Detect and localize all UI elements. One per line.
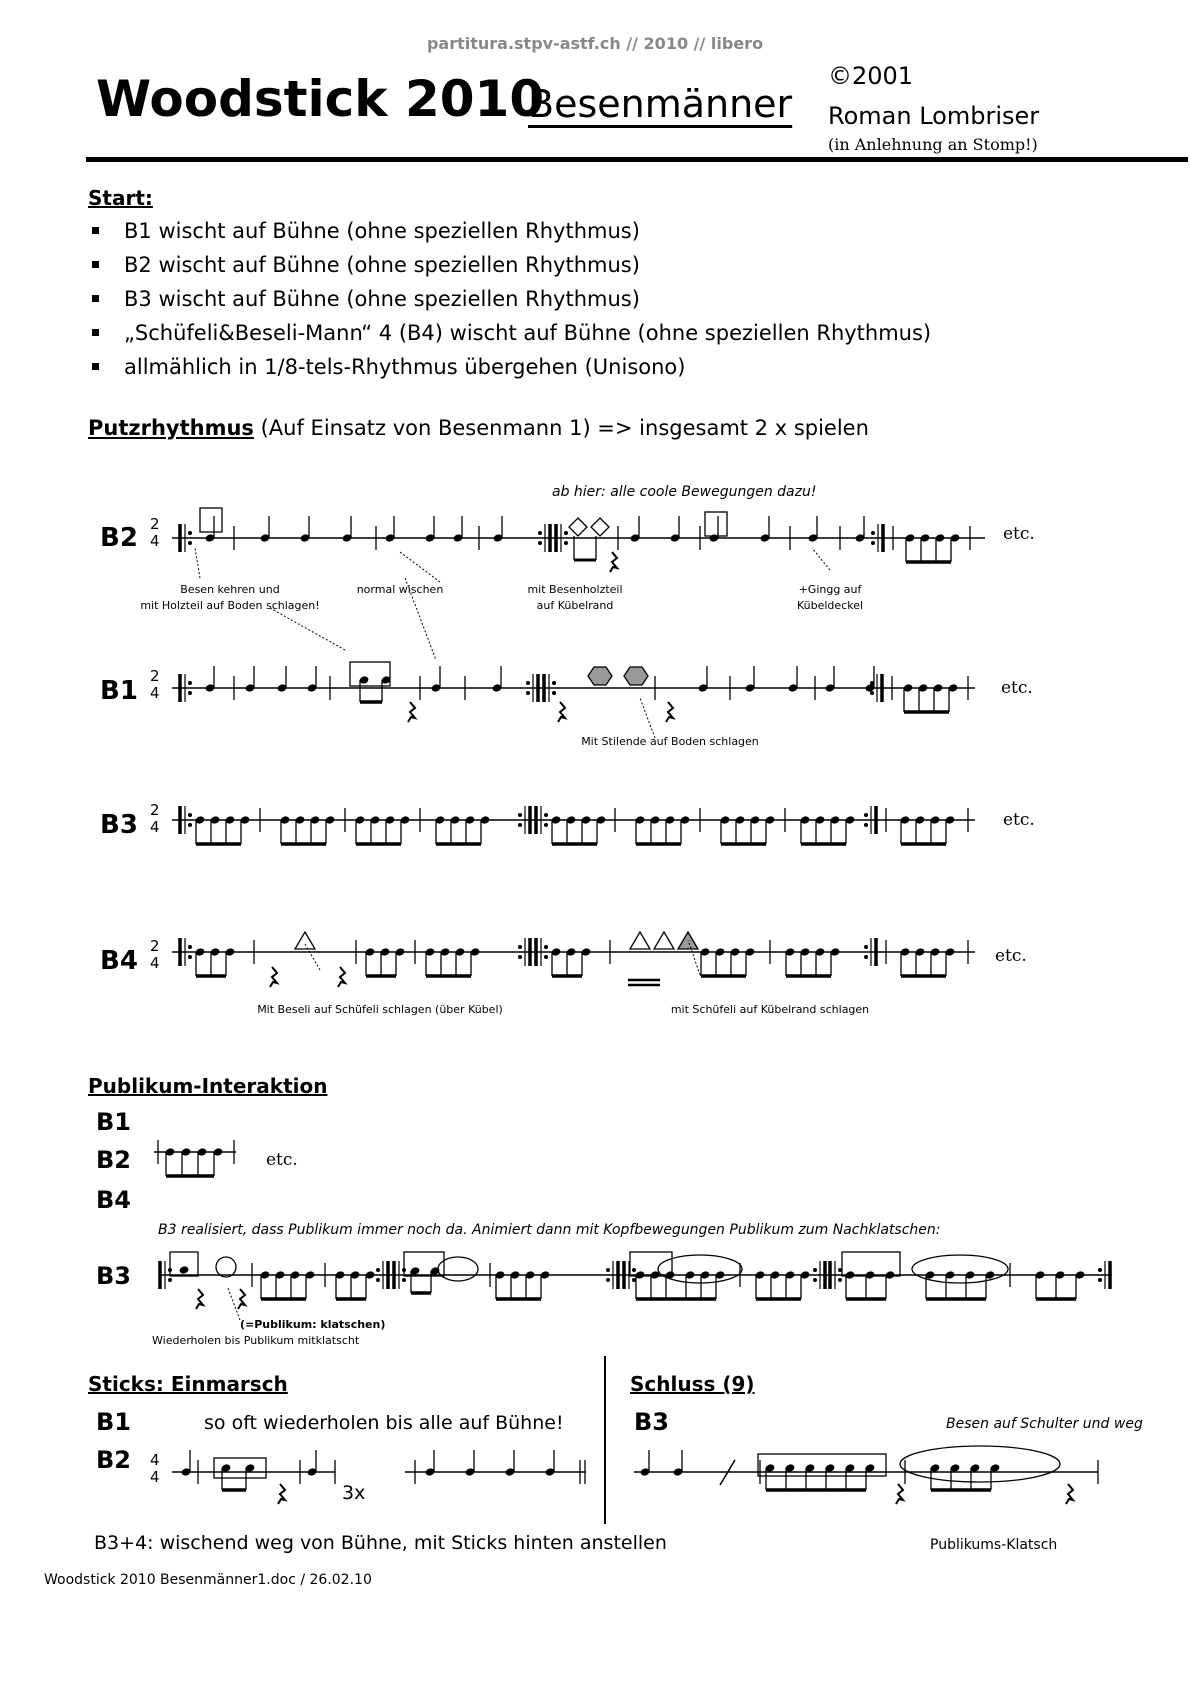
repeat-dot <box>544 955 548 959</box>
repeat-dot <box>632 1268 636 1272</box>
time-sig-b1: 2 4 <box>150 667 160 702</box>
repeat-dot <box>864 945 868 949</box>
accent-box <box>705 512 727 536</box>
repeat-dot <box>188 955 192 959</box>
list-item: „Schüfeli&Beseli-Mann“ 4 (B4) wischt auf Bühne (ohne speziellen Rhythmus) <box>90 316 931 350</box>
group-oval <box>216 1257 236 1277</box>
label-b4: B4 <box>96 1186 131 1214</box>
schluss-label-b3: B3 <box>634 1408 669 1436</box>
triangle-note <box>654 932 674 949</box>
quarter-rest <box>666 702 673 722</box>
diamond-note <box>591 518 609 536</box>
repeat-dot <box>188 541 192 545</box>
quarter-rest <box>278 1484 285 1504</box>
repeat-dot <box>871 531 875 535</box>
repeat-dot <box>518 813 522 817</box>
source-url: partitura.stpv-astf.ch // 2010 // libero <box>426 34 764 53</box>
note-gingg: +Gingg auf Kübeldeckel <box>796 583 864 612</box>
arrow-klatschen <box>228 1288 240 1320</box>
sticks-note-glyphs <box>181 1446 1098 1504</box>
accent-box <box>630 1252 672 1276</box>
repeat-dot <box>376 1268 380 1272</box>
b34-instruction: B3+4: wischend weg von Bühne, mit Sticks hinten anstellen <box>94 1532 667 1554</box>
arrow-besen-kehren <box>195 548 200 578</box>
diamond-note <box>569 518 587 536</box>
etc-b3: etc. <box>1003 810 1035 830</box>
page-subtitle: Besenmänner <box>528 82 793 126</box>
repeat-dot <box>526 681 530 685</box>
triangle-note <box>295 932 315 949</box>
repeat-dot <box>376 1278 380 1282</box>
list-item: B2 wischt auf Bühne (ohne speziellen Rhythmus) <box>90 248 931 282</box>
wiederholen-note: Wiederholen bis Publikum mitklatscht <box>152 1334 360 1347</box>
note-besen-kehren: Besen kehren und mit Holzteil auf Boden schlagen! <box>140 583 320 612</box>
repeat-dot <box>538 531 542 535</box>
sticks-schluss-staves <box>0 1440 1190 1550</box>
repeat-dot <box>402 1278 406 1282</box>
list-item: B3 wischt auf Bühne (ohne speziellen Rhythmus) <box>90 282 931 316</box>
time-sig-b4: 2 4 <box>150 937 160 972</box>
repeat-dot <box>864 955 868 959</box>
repeat-dot <box>1098 1268 1102 1272</box>
list-item: B1 wischt auf Bühne (ohne speziellen Rhythmus) <box>90 214 931 248</box>
sticks-heading: Sticks: Einmarsch <box>88 1372 288 1396</box>
repeat-dot <box>518 955 522 959</box>
staff-label-b4: B4 <box>100 946 138 976</box>
quarter-rest <box>558 702 565 722</box>
repeat-dot <box>552 681 556 685</box>
b3-instruction: B3 realisiert, dass Publikum immer noch da. Animiert dann mit Kopfbewegungen Publikum zum Nachklatschen: <box>158 1222 941 1238</box>
quarter-rest <box>1066 1484 1073 1504</box>
repeat-dot <box>188 823 192 827</box>
quarter-rest <box>408 702 415 722</box>
etc-b2: etc. <box>1003 524 1035 544</box>
list-item: allmählich in 1/8-tels-Rhythmus übergehen (Unisono) <box>90 350 931 384</box>
note-head <box>179 1265 190 1275</box>
staff-label-b3: B3 <box>100 810 138 840</box>
arrow-stilende <box>640 698 655 738</box>
repeat-dot <box>813 1278 817 1282</box>
repeat-dot <box>188 945 192 949</box>
klatsch-note: Publikums-Klatsch <box>930 1537 1058 1553</box>
note-beseli: Mit Beseli auf Schüfeli schlagen (über Kübel) <box>257 1003 503 1016</box>
quarter-rest <box>610 552 617 572</box>
cue-note: ab hier: alle coole Bewegungen dazu! <box>552 484 817 500</box>
time-sig-sticks: 4 4 <box>150 1451 160 1486</box>
time-sig-b2: 2 4 <box>150 515 160 550</box>
schluss-heading: Schluss (9) <box>630 1372 755 1396</box>
hexagon-note <box>588 667 612 685</box>
repeat-dot <box>552 691 556 695</box>
repeat-dot <box>518 823 522 827</box>
repeat-dot <box>544 945 548 949</box>
klatschen-note: (=Publikum: klatschen) <box>240 1318 386 1331</box>
hexagon-note <box>624 667 648 685</box>
footer: Woodstick 2010 Besenmänner1.doc / 26.02.10 <box>44 1572 372 1588</box>
repeat-dot <box>871 541 875 545</box>
repeat-dot <box>606 1268 610 1272</box>
staff-label-b2: B2 <box>100 523 138 553</box>
sticks-instruction: so oft wiederholen bis alle auf Bühne! <box>204 1412 564 1434</box>
time-sig-b3: 2 4 <box>150 801 160 836</box>
repeat-dot <box>544 823 548 827</box>
putz-heading-line <box>88 416 869 440</box>
repeat-dot <box>538 541 542 545</box>
repeat-dot <box>870 691 874 695</box>
repeat-dot <box>188 813 192 817</box>
staff-label-b1: B1 <box>100 676 138 706</box>
arrow-gingg <box>812 548 830 570</box>
label-b2: B2 <box>96 1146 131 1174</box>
quarter-rest <box>196 1289 203 1309</box>
etc-b4: etc. <box>995 946 1027 966</box>
sticks-label-b2: B2 <box>96 1446 131 1474</box>
publikum-staves <box>0 1130 1190 1350</box>
copyright: ©2001 <box>828 62 914 90</box>
publikum-heading: Publikum-Interaktion <box>88 1074 328 1098</box>
start-heading: Start: <box>88 186 153 210</box>
etc-b1: etc. <box>1001 678 1033 698</box>
accent-box <box>200 508 222 532</box>
note-normal: normal wischen <box>356 583 444 596</box>
group-oval <box>658 1255 742 1283</box>
start-list <box>90 214 931 384</box>
repeat-dot <box>1098 1278 1102 1282</box>
repeat-dot <box>870 681 874 685</box>
repeat-count: 3x <box>342 1482 366 1504</box>
quarter-rest <box>338 967 345 987</box>
page-title: Woodstick 2010 <box>96 70 545 128</box>
label-b1: B1 <box>96 1108 131 1136</box>
arrow-normal <box>400 552 440 582</box>
quarter-rest <box>270 967 277 987</box>
author: Roman Lombriser <box>828 102 1040 130</box>
repeat-dot <box>188 691 192 695</box>
putz-instruction: (Auf Einsatz von Besenmann 1) => insgesamt 2 x spielen <box>260 416 869 440</box>
quarter-rest <box>238 1289 245 1309</box>
repeat-dot <box>838 1278 842 1282</box>
note-holzteil: mit Besenholzteil auf Kübelrand <box>527 583 623 612</box>
putz-heading: Putzrhythmus <box>88 416 254 440</box>
repeat-dot <box>168 1278 172 1282</box>
group-oval <box>900 1446 1060 1482</box>
inspiration-note: (in Anlehnung an Stomp!) <box>828 135 1038 154</box>
etc-publikum: etc. <box>266 1150 298 1170</box>
arrow-besen-kehren-b1 <box>270 608 345 650</box>
label-b3: B3 <box>96 1262 131 1290</box>
note-stilende: Mit Stilende auf Boden schlagen <box>581 735 759 748</box>
note-schuefeli: mit Schüfeli auf Kübelrand schlagen <box>670 1003 870 1016</box>
repeat-dot <box>188 681 192 685</box>
repeat-dot <box>864 823 868 827</box>
repeat-dot <box>188 531 192 535</box>
quarter-rest <box>896 1484 903 1504</box>
repeat-dot <box>564 541 568 545</box>
header-rule <box>86 157 1188 162</box>
repeat-dot <box>526 691 530 695</box>
repeat-dot <box>564 531 568 535</box>
repeat-dot <box>864 813 868 817</box>
schluss-note: Besen auf Schulter und weg <box>946 1416 1143 1432</box>
triangle-note <box>630 932 650 949</box>
publikum-note-glyphs <box>158 1140 1110 1309</box>
repeat-dot <box>813 1268 817 1272</box>
repeat-dot <box>606 1278 610 1282</box>
sticks-label-b1: B1 <box>96 1408 131 1436</box>
repeat-dot <box>544 813 548 817</box>
repeat-dot <box>518 945 522 949</box>
